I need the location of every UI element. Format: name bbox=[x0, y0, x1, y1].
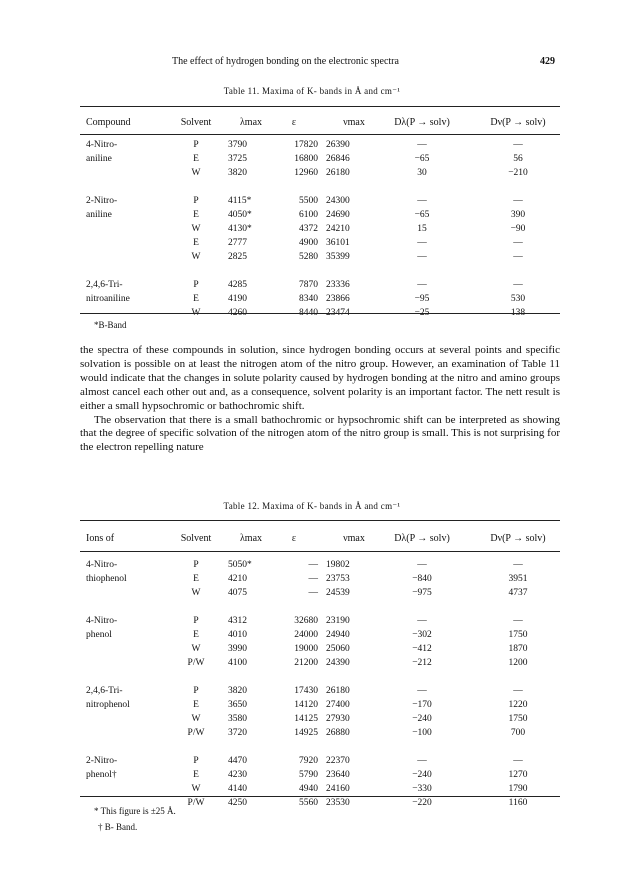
t12-cell-nu-max: 24539 bbox=[326, 588, 350, 598]
t12-cell-lambda-max: 3580 bbox=[228, 714, 247, 724]
t11-cell-d-lambda: −95 bbox=[414, 294, 430, 304]
t12-cell-d-nu: 1870 bbox=[508, 644, 528, 654]
t11-cell-d-lambda: −65 bbox=[414, 154, 430, 164]
t12-cell-solvent: W bbox=[191, 714, 201, 724]
t12-header-solvent: Solvent bbox=[180, 533, 212, 544]
t11-cell-d-nu: −210 bbox=[508, 168, 528, 178]
t11-cell-d-nu: — bbox=[513, 238, 523, 248]
t11-cell-nu-max: 23866 bbox=[326, 294, 350, 304]
t11-cell-solvent: W bbox=[191, 308, 201, 318]
t11-cell-d-lambda: — bbox=[417, 196, 427, 206]
t12-header-compound: Ions of bbox=[86, 533, 115, 544]
t11-cell-epsilon: 8440 bbox=[299, 308, 318, 318]
t12-cell-d-lambda: −302 bbox=[412, 630, 432, 640]
t12-cell-solvent: W bbox=[191, 588, 201, 598]
t12-cell-epsilon: 19000 bbox=[294, 644, 318, 654]
t11-cell-nu-max: 24300 bbox=[326, 196, 350, 206]
t12-cell-nu-max: 26880 bbox=[326, 728, 350, 738]
t12-cell-d-nu: 1750 bbox=[508, 630, 528, 640]
t12-cell-lambda-max: 4075 bbox=[228, 588, 247, 598]
t12-cell-epsilon: 14925 bbox=[294, 728, 318, 738]
paragraph-2: The observation that there is a small bathochromic or hypsochromic shift can be interpreted as showing that the degree of specific solvation of the nitrogen atom of the nitro group is small. This is not surprising for the electron repelling nature bbox=[80, 413, 560, 454]
t12-cell-d-nu: 1270 bbox=[508, 770, 528, 780]
t12-cell-compound: thiophenol bbox=[86, 574, 127, 584]
t11-cell-d-nu: — bbox=[513, 196, 523, 206]
t11-header-solvent: Solvent bbox=[180, 117, 212, 128]
table-12-top-rule bbox=[80, 520, 560, 521]
t11-cell-d-lambda: — bbox=[417, 252, 427, 262]
t11-cell-lambda-max: 4285 bbox=[228, 280, 247, 290]
t12-cell-epsilon: — bbox=[308, 588, 318, 598]
t11-cell-nu-max: 36101 bbox=[326, 238, 350, 248]
t11-cell-lambda-max: 3790 bbox=[228, 140, 247, 150]
t12-cell-lambda-max: 4100 bbox=[228, 658, 247, 668]
t12-cell-d-nu: — bbox=[513, 756, 523, 766]
t12-cell-compound: 2-Nitro- bbox=[86, 756, 118, 766]
t12-cell-d-lambda: −840 bbox=[412, 574, 432, 584]
t11-cell-d-nu: 390 bbox=[510, 210, 526, 220]
paragraph-1: the spectra of these compounds in solution, since hydrogen bonding occurs at several points and specific solvation is possible on at least the nitrogen atom of the nitro group. However, an examination of Table 11 would indicate that the changes in solute polarity caused by hydrogen bonding at the nitro and amino groups almost cancel each other out and, as a consequence, solvent polarity is an important factor. The nett result is either a small hypsochromic or bathochromic shift. bbox=[80, 344, 560, 412]
t12-cell-lambda-max: 4470 bbox=[228, 756, 247, 766]
t11-cell-d-lambda: — bbox=[417, 238, 427, 248]
t12-cell-lambda-max: 4230 bbox=[228, 770, 247, 780]
t11-cell-compound: 4-Nitro- bbox=[86, 140, 118, 150]
t12-cell-d-lambda: −100 bbox=[412, 728, 432, 738]
t11-cell-d-lambda: — bbox=[417, 140, 427, 150]
t12-cell-d-lambda: −212 bbox=[412, 658, 432, 668]
t11-cell-d-lambda: −25 bbox=[414, 308, 430, 318]
t12-cell-d-lambda: — bbox=[417, 616, 427, 626]
t11-cell-lambda-max: 4190 bbox=[228, 294, 247, 304]
t12-cell-d-lambda: — bbox=[417, 686, 427, 696]
t12-cell-nu-max: 23530 bbox=[326, 798, 350, 808]
t12-cell-d-lambda: −330 bbox=[412, 784, 432, 794]
t11-cell-lambda-max: 4130* bbox=[228, 224, 252, 234]
t12-cell-solvent: E bbox=[193, 700, 199, 710]
t11-cell-epsilon: 6100 bbox=[299, 210, 318, 220]
t12-cell-d-nu: 1160 bbox=[508, 798, 528, 808]
t12-cell-epsilon: 17430 bbox=[294, 686, 318, 696]
t11-cell-solvent: E bbox=[193, 154, 199, 164]
t12-cell-solvent: P bbox=[193, 560, 199, 570]
t12-header-d-lambda: Dλ(P → solv) bbox=[394, 533, 450, 544]
t11-cell-d-nu: 138 bbox=[510, 308, 526, 318]
t12-cell-d-lambda: −975 bbox=[412, 588, 432, 598]
t12-cell-d-nu: — bbox=[513, 616, 523, 626]
t11-cell-solvent: W bbox=[191, 252, 201, 262]
t12-cell-lambda-max: 3720 bbox=[228, 728, 247, 738]
t11-cell-epsilon: 4900 bbox=[299, 238, 318, 248]
t11-cell-nu-max: 26846 bbox=[326, 154, 350, 164]
t11-cell-epsilon: 17820 bbox=[294, 140, 318, 150]
t12-cell-solvent: P/W bbox=[187, 728, 205, 738]
t12-cell-lambda-max: 3990 bbox=[228, 644, 247, 654]
t12-cell-d-lambda: — bbox=[417, 756, 427, 766]
t12-cell-solvent: P/W bbox=[187, 798, 205, 808]
t12-cell-epsilon: — bbox=[308, 574, 318, 584]
t11-cell-nu-max: 23474 bbox=[326, 308, 350, 318]
t11-cell-epsilon: 12960 bbox=[294, 168, 318, 178]
t11-cell-solvent: E bbox=[193, 210, 199, 220]
t11-cell-d-nu: — bbox=[513, 252, 523, 262]
t12-cell-d-nu: 1790 bbox=[508, 784, 528, 794]
t11-cell-d-nu: −90 bbox=[510, 224, 526, 234]
t11-cell-d-nu: 530 bbox=[510, 294, 526, 304]
t12-cell-solvent: P bbox=[193, 686, 199, 696]
t12-cell-nu-max: 23753 bbox=[326, 574, 350, 584]
t12-header-lambda-max: λmax bbox=[239, 533, 263, 544]
t12-cell-epsilon: 32680 bbox=[294, 616, 318, 626]
t11-cell-epsilon: 16800 bbox=[294, 154, 318, 164]
t11-cell-epsilon: 5500 bbox=[299, 196, 318, 206]
t12-cell-nu-max: 24390 bbox=[326, 658, 350, 668]
t12-cell-epsilon: — bbox=[308, 560, 318, 570]
t11-cell-epsilon: 4372 bbox=[299, 224, 318, 234]
table-12-footnote-2: † B- Band. bbox=[98, 822, 138, 832]
t11-cell-lambda-max: 4050* bbox=[228, 210, 252, 220]
t11-cell-nu-max: 23336 bbox=[326, 280, 350, 290]
t11-cell-solvent: P bbox=[193, 140, 199, 150]
t11-cell-lambda-max: 4115* bbox=[228, 196, 252, 206]
t12-cell-solvent: E bbox=[193, 630, 199, 640]
t12-cell-lambda-max: 4210 bbox=[228, 574, 247, 584]
t12-cell-lambda-max: 4312 bbox=[228, 616, 247, 626]
t11-cell-solvent: P bbox=[193, 280, 199, 290]
t12-cell-nu-max: 24160 bbox=[326, 784, 350, 794]
t12-cell-d-nu: 3951 bbox=[508, 574, 528, 584]
t12-cell-nu-max: 23640 bbox=[326, 770, 350, 780]
table-12-bottom-rule bbox=[80, 796, 560, 797]
t11-cell-lambda-max: 4260 bbox=[228, 308, 247, 318]
t11-cell-solvent: W bbox=[191, 168, 201, 178]
t11-cell-lambda-max: 3820 bbox=[228, 168, 247, 178]
t11-cell-d-lambda: −65 bbox=[414, 210, 430, 220]
t12-cell-epsilon: 4940 bbox=[299, 784, 318, 794]
t11-cell-compound: 2-Nitro- bbox=[86, 196, 118, 206]
t11-cell-lambda-max: 2825 bbox=[228, 252, 247, 262]
t11-cell-nu-max: 24690 bbox=[326, 210, 350, 220]
table-11-top-rule bbox=[80, 106, 560, 107]
body-text bbox=[80, 344, 560, 455]
t12-cell-solvent: E bbox=[193, 574, 199, 584]
t12-cell-d-lambda: −240 bbox=[412, 770, 432, 780]
t12-cell-epsilon: 21200 bbox=[294, 658, 318, 668]
t12-cell-lambda-max: 3820 bbox=[228, 686, 247, 696]
t12-cell-compound: nitrophenol bbox=[86, 700, 130, 710]
t12-cell-d-lambda: −412 bbox=[412, 644, 432, 654]
t11-cell-d-nu: — bbox=[513, 280, 523, 290]
t11-cell-compound: aniline bbox=[86, 210, 112, 220]
t12-cell-lambda-max: 4140 bbox=[228, 784, 247, 794]
t12-header-nu-max: νmax bbox=[343, 533, 365, 544]
t12-cell-nu-max: 26180 bbox=[326, 686, 350, 696]
t12-cell-compound: 4-Nitro- bbox=[86, 616, 118, 626]
t11-cell-d-lambda: — bbox=[417, 280, 427, 290]
t12-cell-solvent: P bbox=[193, 616, 199, 626]
t12-cell-d-lambda: — bbox=[417, 560, 427, 570]
t11-cell-epsilon: 8340 bbox=[299, 294, 318, 304]
t11-cell-nu-max: 26180 bbox=[326, 168, 350, 178]
t12-cell-d-nu: 1750 bbox=[508, 714, 528, 724]
t11-cell-epsilon: 5280 bbox=[299, 252, 318, 262]
t12-cell-d-lambda: −220 bbox=[412, 798, 432, 808]
t12-cell-compound: phenol bbox=[86, 630, 112, 640]
table-12-footnote-1: * This figure is ±25 Å. bbox=[94, 806, 176, 816]
t12-cell-d-nu: 1220 bbox=[508, 700, 528, 710]
t11-cell-solvent: W bbox=[191, 224, 201, 234]
table-11-caption: Table 11. Maxima of K- bands in Å and cm⁻¹ bbox=[223, 86, 401, 96]
t12-cell-d-nu: 1200 bbox=[508, 658, 528, 668]
t11-cell-lambda-max: 2777 bbox=[228, 238, 247, 248]
t12-cell-lambda-max: 4010 bbox=[228, 630, 247, 640]
t12-cell-lambda-max: 5050* bbox=[228, 560, 252, 570]
t11-cell-compound: 2,4,6-Tri- bbox=[86, 280, 123, 290]
t12-cell-nu-max: 24940 bbox=[326, 630, 350, 640]
t12-cell-nu-max: 22370 bbox=[326, 756, 350, 766]
t11-cell-d-nu: — bbox=[513, 140, 523, 150]
t12-header-epsilon: ε bbox=[291, 533, 297, 544]
t12-cell-d-nu: — bbox=[513, 560, 523, 570]
t12-cell-compound: 4-Nitro- bbox=[86, 560, 118, 570]
t12-cell-lambda-max: 3650 bbox=[228, 700, 247, 710]
t11-cell-solvent: E bbox=[193, 238, 199, 248]
t12-cell-d-nu: 4737 bbox=[508, 588, 528, 598]
t11-cell-compound: nitroaniline bbox=[86, 294, 130, 304]
table-11-header-rule bbox=[80, 134, 560, 135]
t12-cell-d-lambda: −240 bbox=[412, 714, 432, 724]
t11-cell-d-lambda: 30 bbox=[417, 168, 427, 178]
t12-cell-solvent: W bbox=[191, 784, 201, 794]
t12-cell-epsilon: 5560 bbox=[299, 798, 318, 808]
t12-cell-lambda-max: 4250 bbox=[228, 798, 247, 808]
t12-cell-nu-max: 23190 bbox=[326, 616, 350, 626]
t12-cell-nu-max: 27400 bbox=[326, 700, 350, 710]
t11-cell-compound: aniline bbox=[86, 154, 112, 164]
table-11-footnote: *B-Band bbox=[94, 320, 127, 330]
t11-header-epsilon: ε bbox=[291, 117, 297, 128]
t11-cell-solvent: E bbox=[193, 294, 199, 304]
t12-cell-epsilon: 24000 bbox=[294, 630, 318, 640]
t11-cell-nu-max: 24210 bbox=[326, 224, 350, 234]
t12-cell-d-lambda: −170 bbox=[412, 700, 432, 710]
t12-cell-solvent: P/W bbox=[187, 658, 205, 668]
t12-cell-epsilon: 5790 bbox=[299, 770, 318, 780]
t11-cell-d-nu: 56 bbox=[513, 154, 523, 164]
t11-cell-nu-max: 26390 bbox=[326, 140, 350, 150]
t11-header-nu-max: νmax bbox=[343, 117, 365, 128]
t12-cell-d-nu: — bbox=[513, 686, 523, 696]
t11-cell-d-lambda: 15 bbox=[417, 224, 427, 234]
table-12-caption: Table 12. Maxima of K- bands in Å and cm⁻¹ bbox=[223, 501, 401, 511]
t11-header-compound: Compound bbox=[86, 117, 131, 128]
page-number: 429 bbox=[540, 56, 555, 67]
t12-cell-d-nu: 700 bbox=[510, 728, 526, 738]
t12-header-d-nu: Dν(P → solv) bbox=[490, 533, 546, 544]
t11-header-d-lambda: Dλ(P → solv) bbox=[394, 117, 450, 128]
t12-cell-solvent: P bbox=[193, 756, 199, 766]
t11-cell-lambda-max: 3725 bbox=[228, 154, 247, 164]
t12-cell-nu-max: 19802 bbox=[326, 560, 350, 570]
t11-cell-epsilon: 7870 bbox=[299, 280, 318, 290]
t12-cell-compound: phenol† bbox=[86, 770, 117, 780]
table-11-bottom-rule bbox=[80, 313, 560, 314]
t12-cell-epsilon: 14120 bbox=[294, 700, 318, 710]
t12-cell-nu-max: 25060 bbox=[326, 644, 350, 654]
t12-cell-nu-max: 27930 bbox=[326, 714, 350, 724]
t12-cell-solvent: E bbox=[193, 770, 199, 780]
running-title: The effect of hydrogen bonding on the electronic spectra bbox=[172, 56, 399, 67]
t12-cell-epsilon: 14125 bbox=[294, 714, 318, 724]
t12-cell-solvent: W bbox=[191, 644, 201, 654]
t11-header-d-nu: Dν(P → solv) bbox=[490, 117, 546, 128]
table-12-header-rule bbox=[80, 551, 560, 552]
t11-header-lambda-max: λmax bbox=[239, 117, 263, 128]
t11-cell-nu-max: 35399 bbox=[326, 252, 350, 262]
t12-cell-epsilon: 7920 bbox=[299, 756, 318, 766]
t12-cell-compound: 2,4,6-Tri- bbox=[86, 686, 123, 696]
t11-cell-solvent: P bbox=[193, 196, 199, 206]
